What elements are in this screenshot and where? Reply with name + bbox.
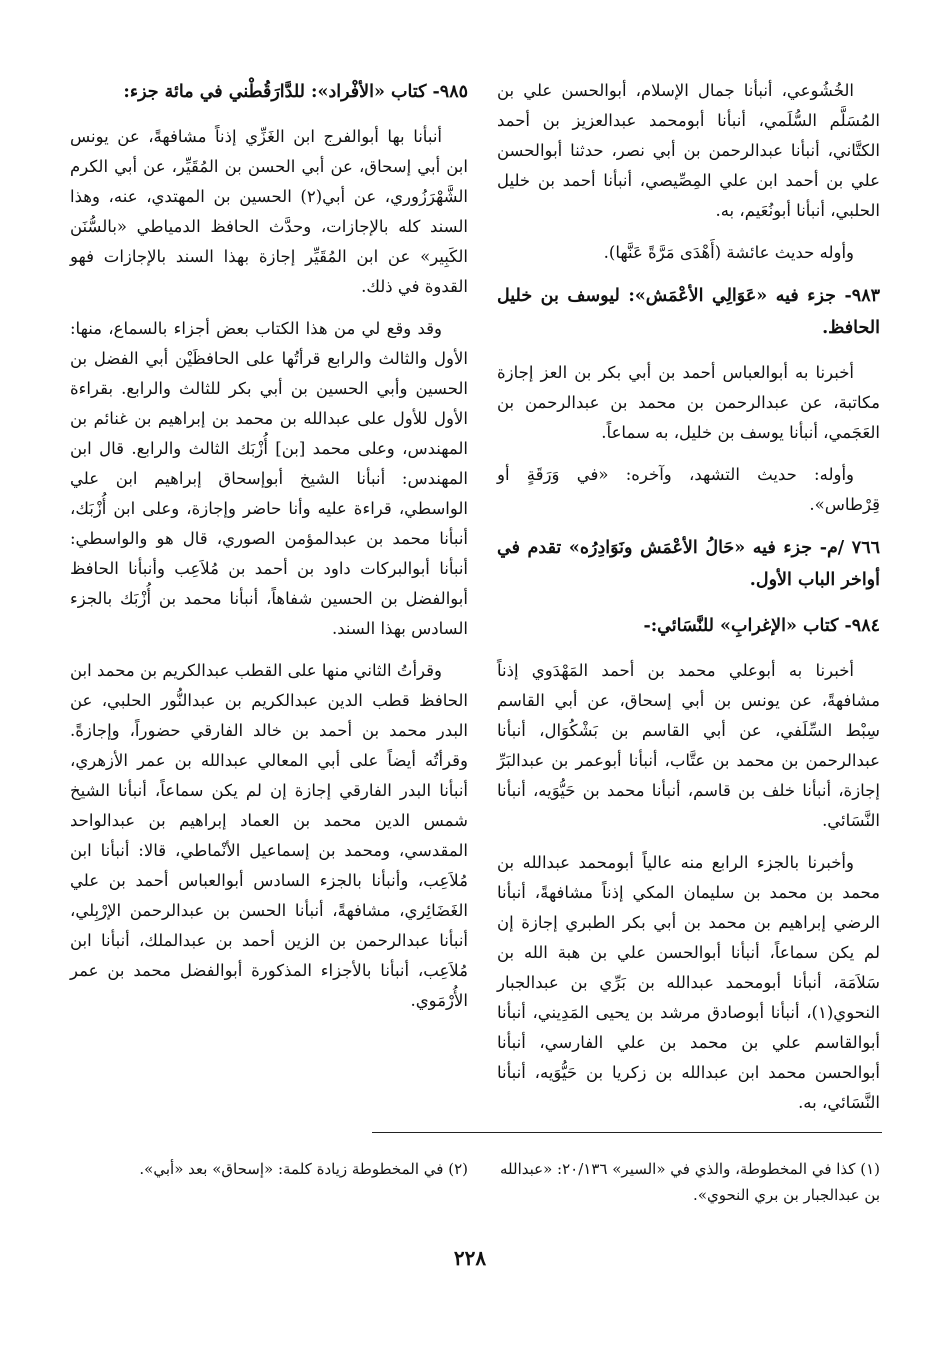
paragraph-entry-984-fourth-part: وأخبرنا بالجزء الرابع منه عالياً أبومحمد عبدالله بن محمد بن محمد بن سليمان المكي إذناً مشافهةً، أنبأنا الرضي إبراهيم بن محمد بن أبي بكر الطبري إجازة إن لم يكن سماعاً، أنبأنا أبوالحسن علي بن هبة الله بن سَلاَمَة، أنبأنا أبومحمد عبدالله بن بَرِّي بن عبدالجبار النحوي(١)، أنبأنا أبوصادق مرشد بن يحيى المَدِيني، أنبأنا أبوالقاسم علي بن محمد بن علي الفارسي، أنبأنا أبوالحسن محمد ابن عبدالله بن زكريا بن حَيُّوَيه، أنبأنا النَّسَائي، به. [497, 853, 880, 1112]
footnote-2 [70, 1156, 468, 1182]
footnote-separator [372, 1132, 882, 1133]
paragraph-entry-984-isnad: أخبرنا به أبوعلي محمد بن أحمد المَهْدَوي إذناً مشافهةً، عن يونس بن أبي إسحاق، عن أبي القاسم سِبْط السِّلَفي، عن أبي القاسم بن بَشْكُوَال، أنبأنا عبدالرحمن بن محمد بن عتَّاب، أنبأنا أبوعمر بن عبدالبَرِّ إجازة، أنبأنا خلف بن قاسم، أنبأنا محمد بن حَيُّوَيه، أنبأنا النَّسَائي. [497, 661, 880, 830]
paragraph-aisha-hadith: وأوله حديث عائشة (أَهْدَى مَرَّةً عَنَّها). [603, 243, 854, 262]
right-column [497, 76, 880, 1130]
heading-entry-983: ٩٨٣- جزء فيه «عَوَالِي الأعْمَش»: ليوسف بن خليل الحافظ. [497, 286, 880, 338]
paragraph-entry-985-parts: وقد وقع لي من هذا الكتاب بعض أجزاء بالسماع، منها: الأول والثالث والرابع قرأتُها على الحافظَيْن أبي الفضل بن الحسين وأبي الحسين بن أبي بكر للثالث والرابع. بقراءة الأول للأول على عبدالله بن محمد بن إبراهيم بن غنائم بن المهندس، وعلى محمد [بن] أُزْبَك الثالث والرابع. قال ابن المهندس: أنبأنا الشيخ أبوإسحاق إبراهيم ابن علي الواسطي، قراءة عليه وأنا حاضر وإجازة، وعلى ابن أُزْبَك، أنبأنا محمد بن عبدالمؤمن الصوري، قال هو والواسطي: أنبأنا أبوالبركات داود بن أحمد بن مُلاَعِب وأنبأنا الحافظ أبوالفضل بن الحسين شفاهاً، أنبأنا محمد بن أُزْبَك بالجزء السادس بهذا السند. [70, 319, 468, 638]
heading-entry-766: ٧٦٦ /م- جزء فيه «حَالُ الأعْمَش ونَوَادِرُه» تقدم في أواخر الباب الأول. [497, 538, 880, 590]
paragraph-entry-983-isnad: أخبرنا به أبوالعباس أحمد بن أبي بكر بن العز إجازة مكاتبة، عن عبدالرحمن بن محمد بن عبدالرحمن بن العَجَمي، أنبأنا يوسف بن خليل، به سماعاً. [497, 363, 880, 442]
page-number: ٢٢٨ [453, 1246, 487, 1270]
footnote-1 [497, 1156, 880, 1208]
heading-entry-984: ٩٨٤- كتاب «الإغرابِ» للنَّسَائي:- [643, 616, 880, 636]
footnote-1-text: (١) كذا في المخطوطة، والذي في «السير» ٢٠/١٣٦: «عبدالله بن عبدالجبار بن بري النحوي». [500, 1160, 880, 1204]
paragraph-entry-985-second-part: وقرأتُ الثاني منها على القطب عبدالكريم بن محمد ابن الحافظ قطب الدين عبدالكريم بن عبدالنُّور الحلبي، عن البدر محمد بن أحمد بن خالد الفارقي حضوراً، وإجازةً. وقرأتُه أيضاً على أبي المعالي عبدالله بن عمر الأزهري، أنبأنا البدر الفارقي إجازة إن لم يكن سماعاً، أنبأنا الشيخ شمس الدين محمد بن العماد إبراهيم بن عبدالواحد المقدسي، ومحمد بن إسماعيل الأنْماطي، قالا: أنبأنا ابن مُلاَعِب، وأنبأنا بالجزء السادس أبوالعباس أحمد بن علي الغَضَائِري، مشافهةً، أنبأنا الحسن بن عبدالرحمن الإرْبِلي، أنبأنا عبدالرحمن بن الزين أحمد بن عبدالملك، أنبأنا ابن مُلاَعِب، أنبأنا بالأجزاء المذكورة أبوالفضل محمد بن عمر الأُرْمَوي. [70, 661, 468, 1010]
footnote-2-text: (٢) في المخطوطة زيادة كلمة: «إسحاق» بعد «أبي». [139, 1160, 468, 1178]
left-column [70, 76, 468, 1028]
paragraph-entry-985-isnad: أنبأنا بها أبوالفرج ابن الغَزِّي إذناً مشافهةً، عن يونس ابن أبي إسحاق، عن أبي الحسن بن المُقَيِّر، عن أبي الكرم الشَّهْرَزُوري، عن أبي(٢) الحسين بن المهتدي، عنه، وهذا السند كله بالإجازات، وحدَّث الحافظ الدمياطي «بالسُّنَن الكَبِير» عن ابن المُقَيِّر إجازة بهذا السند بالإجازات فهو القدوة في ذلك. [70, 127, 468, 296]
paragraph-isnad-khushui: الخُشُوعي، أنبأنا جمال الإسلام، أبوالحسن علي بن المُسَلَّم السُّلَمي، أنبأنا أبومحمد عبدالعزيز بن أحمد الكتَّاني، أنبأنا عبدالرحمن بن أبي نصر، حدثنا أبوالحسن علي بن أحمد ابن علي المِصِّيصي، أنبأنا أحمد بن خليل الحلبي، أنبأنا أبونُعَيم، به. [497, 81, 880, 220]
heading-entry-985: ٩٨٥- كتاب «الأفْراد»: للدَّارَقُطْني في مائة جزء: [123, 82, 468, 102]
paragraph-entry-983-contents: وأوله: حديث التشهد، وآخره: «في وَرَقَةٍ أو قِرْطاس». [497, 465, 880, 514]
